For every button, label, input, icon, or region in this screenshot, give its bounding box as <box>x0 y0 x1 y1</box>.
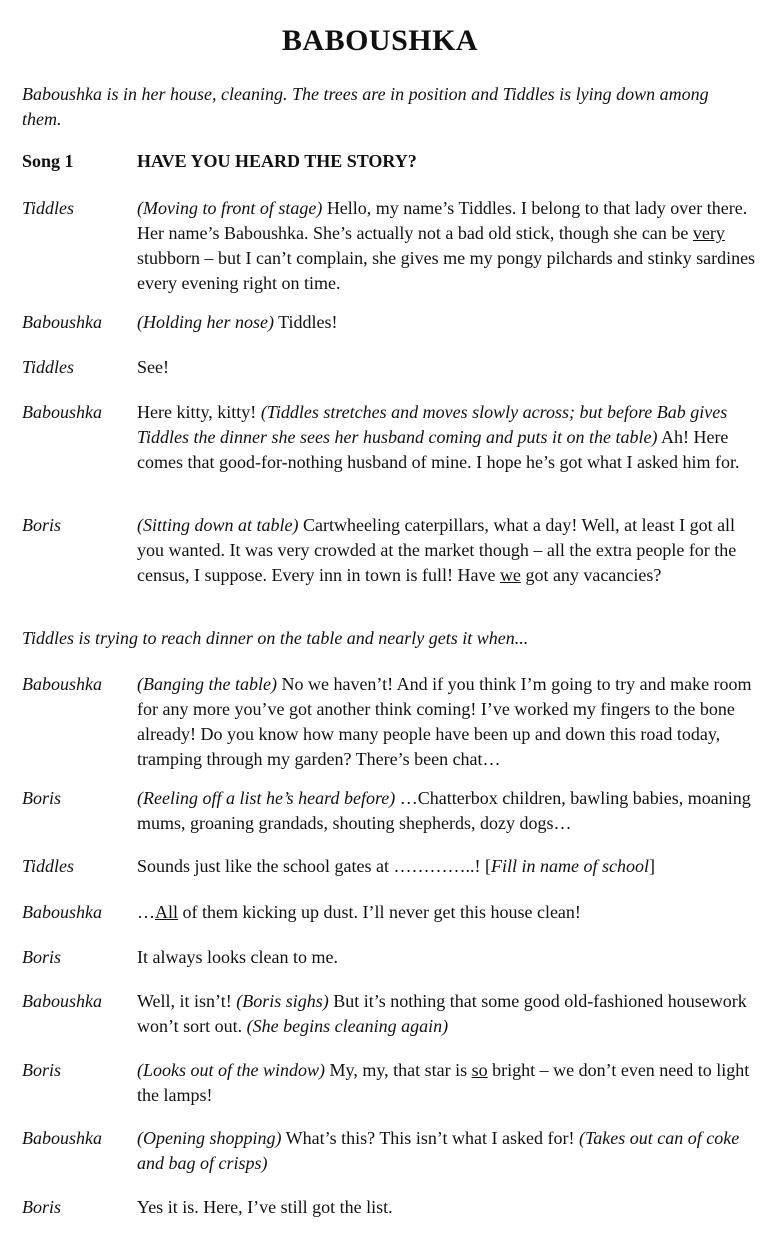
speech-segment: Well, it isn’t! <box>137 991 237 1011</box>
speaker-name: Baboushka <box>22 402 102 422</box>
speech-segment: Ah! Here comes that good-for-nothing husband of mine. I hope he’s got what I asked him for. <box>137 427 740 472</box>
speech-segment: of them kicking up dust. I’ll never get this house clean! <box>178 902 581 922</box>
stage-direction-inline: (Holding her nose) <box>137 312 274 332</box>
speech-text <box>137 355 760 380</box>
speech-segment: bright – we don’t even need to light the lamps! <box>137 1060 750 1105</box>
speaker-name: Baboushka <box>22 312 102 332</box>
emphasis-text: very <box>692 223 725 243</box>
song-number: Song 1 <box>22 151 74 171</box>
speaker-name: Boris <box>22 515 62 535</box>
speech-segment: Hello, my name’s Tiddles. I belong to that lady over there. Her name’s Baboushka. She’s actually not a bad old stick, though she can be <box>137 198 748 243</box>
page-title: BABOUSHKA <box>281 24 479 57</box>
speaker-name: Baboushka <box>22 1128 102 1148</box>
speech-text <box>137 786 760 836</box>
speech-segment: See! <box>137 357 169 377</box>
speaker-name: Boris <box>22 788 62 808</box>
stage-direction-inline: (Tiddles stretches and moves slowly across; but before Bab gives Tiddles the dinner she sees her husband coming and puts it on the table) <box>137 402 728 447</box>
speech-segment: Tiddles! <box>273 312 338 332</box>
speech-text <box>137 1195 760 1220</box>
speaker-name: Boris <box>22 1060 62 1080</box>
stage-direction-inline: (Banging the table) <box>137 674 277 694</box>
stage-direction-inline: (Sitting down at table) <box>137 515 299 535</box>
stage-direction: Tiddles is trying to reach dinner on the table and nearly gets it when... <box>22 628 529 648</box>
stage-direction-inline: (Moving to front of stage) <box>137 198 323 218</box>
speech-text <box>137 513 760 588</box>
speech-text <box>137 310 760 335</box>
speech-segment: No we haven’t! And if you think I’m going to try and make room for any more you’ve got another think coming! I’ve worked my fingers to the bone already! Do you know how many people have been up and down this road today, tramping through my garden? There’s been chat… <box>137 674 752 769</box>
emphasis-text: All <box>155 902 179 922</box>
speaker-name: Tiddles <box>22 198 75 218</box>
speaker-name: Baboushka <box>22 902 102 922</box>
stage-direction-inline: (She begins cleaning again) <box>246 1016 449 1036</box>
speaker-name: Tiddles <box>22 357 75 377</box>
speech-segment: My, my, that star is <box>325 1060 472 1080</box>
song-title: HAVE YOU HEARD THE STORY? <box>137 151 417 171</box>
speech-segment: Yes it is. Here, I’ve still got the list. <box>137 1197 393 1217</box>
speech-segment: got any vacancies? <box>520 565 662 585</box>
speech-text <box>137 989 760 1039</box>
speech-segment: Cartwheeling caterpillars, what a day! Well, at least I got all you wanted. It was very crowded at the market though – all the extra people for the census, I suppose. Every inn in town is full! Have <box>137 515 737 585</box>
speech-segment: ] <box>648 856 655 876</box>
intro-stage-direction: Baboushka is in her house, cleaning. The trees are in position and Tiddles is lying down among them. <box>22 84 709 129</box>
stage-direction-inline: Fill in name of school <box>490 856 649 876</box>
speech-text <box>137 1126 760 1176</box>
speaker-name: Baboushka <box>22 674 102 694</box>
speech-segment: It always looks clean to me. <box>137 947 338 967</box>
stage-direction-inline: (Opening shopping) <box>137 1128 282 1148</box>
speaker-name: Tiddles <box>22 856 75 876</box>
speaker-name: Boris <box>22 1197 62 1217</box>
speech-segment: … <box>137 902 155 922</box>
emphasis-text: we <box>499 565 521 585</box>
speech-text <box>137 1058 760 1108</box>
stage-direction-inline: (Boris sighs) <box>236 991 329 1011</box>
speech-segment: But it’s nothing that some good old-fashioned housework won’t sort out. <box>137 991 747 1036</box>
speech-text <box>137 672 760 772</box>
speech-segment: What’s this? This isn’t what I asked for! <box>281 1128 579 1148</box>
stage-direction-inline: (Looks out of the window) <box>137 1060 325 1080</box>
speech-segment: Here kitty, kitty! <box>137 402 261 422</box>
speech-segment: stubborn – but I can’t complain, she gives me my pongy pilchards and stinky sardines every evening right on time. <box>137 248 756 293</box>
stage-direction-inline: (Reeling off a list he’s heard before) <box>137 788 396 808</box>
speech-segment: Sounds just like the school gates at …………..! [ <box>137 856 491 876</box>
speech-segment: …Chatterbox children, bawling babies, moaning mums, groaning grandads, shouting shepherds, dozy dogs… <box>137 788 751 833</box>
speech-text <box>137 945 760 970</box>
speech-text <box>137 854 760 879</box>
speech-text <box>137 400 760 475</box>
speaker-name: Boris <box>22 947 62 967</box>
speech-text <box>137 196 760 296</box>
emphasis-text: so <box>471 1060 488 1080</box>
speaker-name: Baboushka <box>22 991 102 1011</box>
speech-text <box>137 900 760 925</box>
stage-direction-inline: (Takes out can of coke and bag of crisps) <box>137 1128 740 1173</box>
